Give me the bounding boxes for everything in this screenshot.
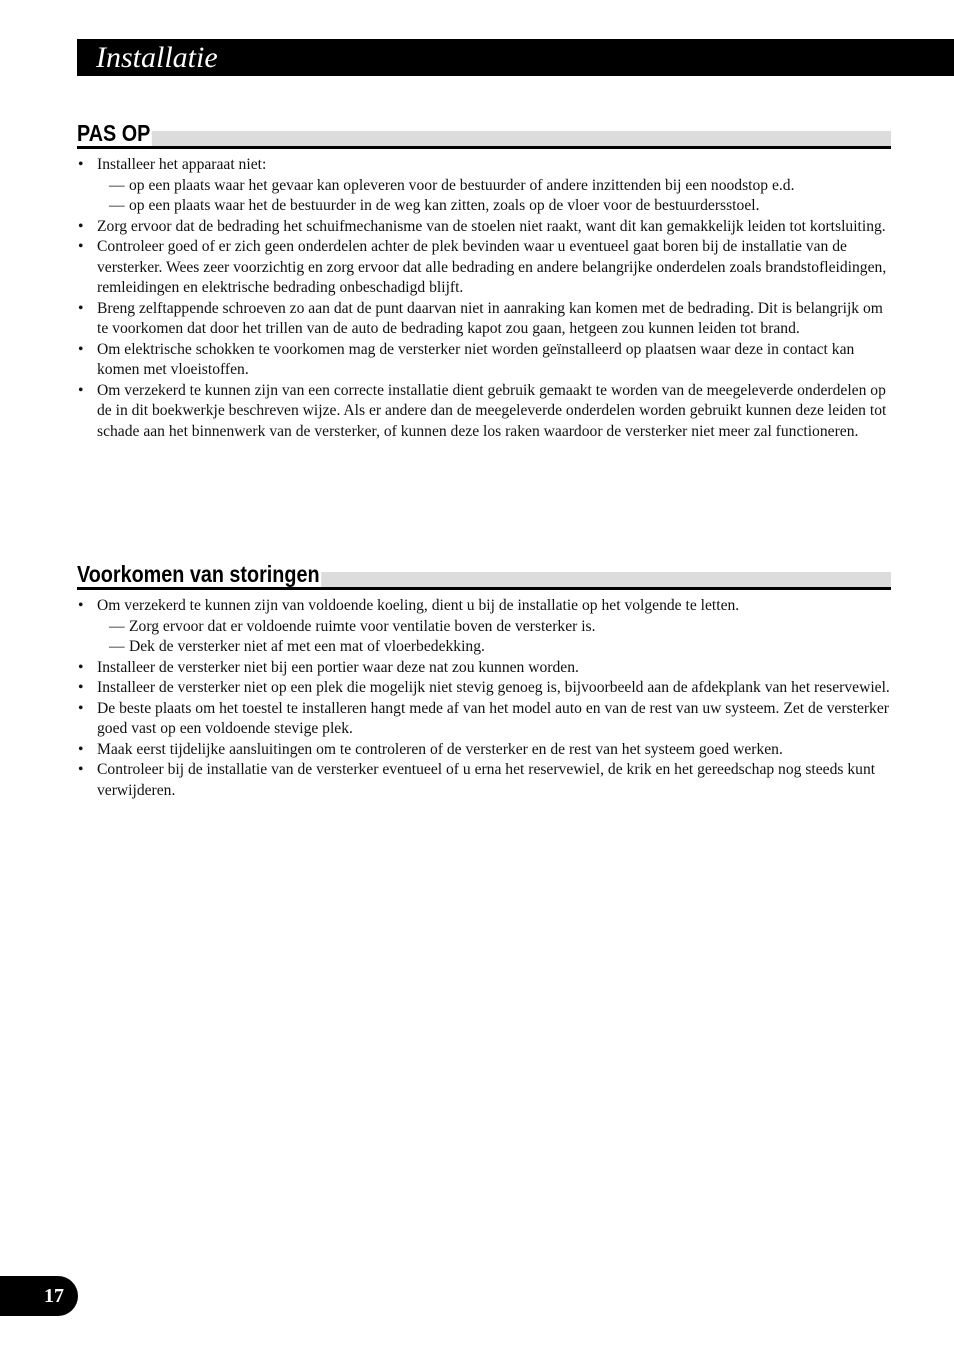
page-title: Installatie	[96, 41, 218, 74]
page-number: 17	[44, 1285, 64, 1307]
sub-list-item	[97, 617, 891, 638]
list-item	[77, 740, 891, 761]
sub-list-item-text: Dek de versterker niet af met een mat of vloerbedekking.	[129, 638, 485, 655]
section-heading	[77, 112, 891, 149]
sub-list-item	[97, 196, 891, 217]
bullet-icon: •	[78, 156, 84, 173]
bullet-icon: •	[78, 679, 84, 696]
list-item-text: Installeer de versterker niet bij een portier waar deze nat zou kunnen worden.	[97, 658, 579, 676]
dash-icon: —	[109, 617, 125, 635]
list-item	[77, 699, 891, 740]
list-item-text: Zorg ervoor dat de bedrading het schuifmechanisme van de stoelen niet raakt, want dit kan gemakkelijk leiden tot kortsluiting.	[97, 217, 886, 235]
bullet-icon: •	[78, 217, 84, 235]
page-number-tab	[0, 1276, 78, 1316]
list-item-text: Breng zelftappende schroeven zo aan dat de punt daarvan niet in aanraking kan komen met de bedrading. Dit is belangrijk om te voorkomen dat door het trillen van de auto de bedrading kapot zou gaan, hetgeen zou kunnen leiden tot brand.	[97, 299, 883, 337]
bullet-icon: •	[78, 340, 84, 358]
dash-icon: —	[109, 176, 125, 194]
section-heading-label: PAS OP	[77, 120, 151, 146]
list-item	[77, 678, 891, 699]
sub-list-item	[97, 637, 891, 658]
list-item-text: Installeer de versterker niet op een plek die mogelijk niet stevig genoeg is, bijvoorbeeld aan de afdekplank van het reservewiel.	[97, 679, 890, 696]
list-item-text: Maak eerst tijdelijke aansluitingen om te controleren of de versterker en de rest van het systeem goed werken.	[97, 740, 783, 758]
bullet-icon: •	[78, 761, 84, 778]
list-item-text: Om elektrische schokken te voorkomen mag de versterker niet worden geïnstalleerd op plaatsen waar deze in contact kan komen met vloeistoffen.	[97, 340, 855, 378]
bullet-icon: •	[78, 299, 84, 317]
list-item	[77, 155, 891, 217]
sub-list-item-text: op een plaats waar het de bestuurder in de weg kan zitten, zoals op de vloer voor de bestuurdersstoel.	[129, 197, 760, 214]
list-item-text: Om verzekerd te kunnen zijn van voldoende koeling, dient u bij de installatie op het volgende te letten.	[97, 597, 740, 614]
sub-list	[97, 176, 891, 217]
bullet-icon: •	[78, 597, 84, 614]
list-item	[77, 340, 891, 381]
list-item	[77, 299, 891, 340]
bullet-icon: •	[78, 740, 84, 758]
bullet-icon: •	[78, 658, 84, 676]
list-item	[77, 760, 891, 801]
header-bar	[77, 39, 954, 76]
bullet-list	[77, 596, 891, 801]
bullet-icon: •	[78, 381, 84, 399]
list-item-text: Controleer bij de installatie van de versterker eventueel of u erna het reservewiel, de krik en het gereedschap nog steeds kunt verwijderen.	[97, 761, 876, 799]
dash-icon: —	[109, 638, 125, 655]
section-pas-op	[77, 112, 891, 442]
bullet-icon: •	[78, 238, 84, 255]
list-item	[77, 217, 891, 238]
list-item	[77, 381, 891, 443]
list-item	[77, 658, 891, 679]
list-item	[77, 237, 891, 299]
list-item-text: Controleer goed of er zich geen onderdelen achter de plek bevinden waar u eventueel gaat boren bij de installatie van de versterker. Wees zeer voorzichtig en zorg ervoor dat alle bedrading en andere belangrijke onderdelen zoals brandstofleidingen, remleidingen en elektrische bedrading onbeschadigd blijft.	[97, 238, 887, 296]
dash-icon: —	[109, 197, 125, 214]
list-item-text: Installeer het apparaat niet:	[97, 156, 267, 173]
bullet-icon: •	[78, 699, 84, 717]
heading-band	[77, 131, 891, 146]
sub-list-item-text: Zorg ervoor dat er voldoende ruimte voor ventilatie boven de versterker is.	[129, 617, 596, 635]
sub-list-item	[97, 176, 891, 197]
sub-list-item-text: op een plaats waar het gevaar kan opleveren voor de bestuurder of andere inzittenden bij een noodstop e.d.	[129, 176, 795, 194]
section-voorkomen-van-storingen	[77, 553, 891, 801]
list-item-text: Om verzekerd te kunnen zijn van een correcte installatie dient gebruik gemaakt te worden van de meegeleverde onderdelen op de in dit boekwerkje beschreven wijze. Als er andere dan de meegeleverde onderdelen worden gebruikt kunnen deze leiden tot schade aan het binnenwerk van de versterker, of kunnen deze los raken waardoor de versterker niet meer zal functioneren.	[97, 381, 887, 440]
list-item	[77, 596, 891, 658]
list-item-text: De beste plaats om het toestel te installeren hangt mede af van het model auto en van de rest van uw systeem. Zet de versterker goed vast op een voldoende stevige plek.	[97, 699, 889, 737]
bullet-list	[77, 155, 891, 442]
section-heading-label: Voorkomen van storingen	[77, 561, 320, 587]
sub-list	[97, 617, 891, 658]
section-heading	[77, 553, 891, 590]
